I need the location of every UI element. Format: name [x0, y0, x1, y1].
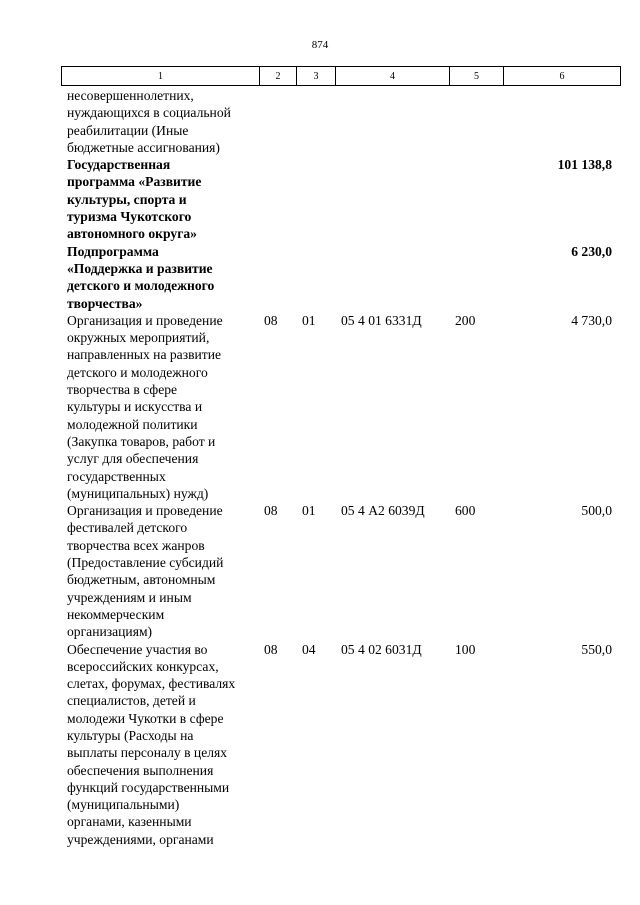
- row-description-line: органами, казенными: [67, 814, 192, 830]
- row-description-line: программа «Развитие: [67, 174, 202, 190]
- row-description-line: нуждающихся в социальной: [67, 105, 231, 121]
- row-description-line: всероссийских конкурсах,: [67, 658, 219, 674]
- row-description-line: культуры и искусства и: [67, 399, 203, 415]
- row-description-line: детского и молодежного: [67, 364, 208, 380]
- column-header-2: 2: [260, 67, 297, 86]
- row-description-line: реабилитации (Иные: [67, 122, 189, 138]
- row-description-line: фестивалей детского: [67, 520, 188, 536]
- section-code: 08: [264, 641, 278, 657]
- row-description-line: специалистов, детей и: [67, 693, 196, 709]
- row-description-line: Организация и проведение: [67, 312, 223, 328]
- row-description-line: организациям): [67, 624, 153, 640]
- row-description-line: культуры (Расходы на: [67, 727, 194, 743]
- page-number: 874: [311, 39, 329, 51]
- expense-type-code: 600: [455, 503, 476, 519]
- column-header-5: 5: [450, 67, 504, 86]
- row-description-line: творчества»: [67, 295, 143, 311]
- row-description-line: Подпрограмма: [67, 243, 159, 259]
- row-description-line: «Поддержка и развитие: [67, 260, 213, 276]
- row-description-line: культуры, спорта и: [67, 191, 187, 207]
- row-description-line: автономного округа»: [67, 226, 197, 242]
- row-description-line: бюджетные ассигнования): [67, 139, 220, 155]
- section-code: 08: [264, 312, 278, 328]
- row-description-line: (Закупка товаров, работ и: [67, 433, 216, 449]
- row-description-line: учреждениям и иным: [67, 589, 192, 605]
- row-description-line: творчества в сфере: [67, 382, 178, 398]
- amount: 101 138,8: [557, 157, 612, 173]
- row-description-line: (муниципальными): [67, 797, 180, 813]
- column-header-1: 1: [62, 67, 260, 86]
- target-article-code: 05 4 А2 6039Д: [341, 503, 425, 519]
- amount: 6 230,0: [571, 243, 612, 259]
- row-description-line: детского и молодежного: [67, 278, 215, 294]
- column-header-table: [61, 66, 621, 86]
- row-description: [67, 87, 640, 156]
- target-article-code: 05 4 02 6031Д: [341, 641, 422, 657]
- subsection-code: 04: [302, 641, 316, 657]
- column-header-4: 4: [336, 67, 450, 86]
- amount: 550,0: [581, 641, 612, 657]
- table-row: [0, 312, 640, 502]
- row-description-line: слетах, форумах, фестивалях: [67, 676, 236, 692]
- column-header-6: 6: [504, 67, 621, 86]
- section-code: 08: [264, 503, 278, 519]
- expense-type-code: 200: [455, 312, 476, 328]
- row-description-line: бюджетным, автономным: [67, 572, 216, 588]
- row-description-line: направленных на развитие: [67, 347, 222, 363]
- table-row: [0, 156, 640, 242]
- row-description: [67, 156, 640, 242]
- row-description-line: учреждениями, органами: [67, 831, 214, 847]
- row-description-line: выплаты персоналу в целях: [67, 745, 228, 761]
- row-description-line: обеспечения выполнения: [67, 762, 214, 778]
- row-description-line: молодежи Чукотки в сфере: [67, 710, 224, 726]
- row-description: [67, 243, 640, 312]
- expense-type-code: 100: [455, 641, 476, 657]
- table-row: [0, 641, 640, 849]
- row-description-line: туризма Чукотского: [67, 209, 192, 225]
- column-header-row: [62, 67, 621, 86]
- row-description-line: государственных: [67, 468, 166, 484]
- subsection-code: 01: [302, 312, 316, 328]
- target-article-code: 05 4 01 6331Д: [341, 312, 422, 328]
- row-description-line: (Предоставление субсидий: [67, 555, 224, 571]
- row-description-line: Государственная: [67, 157, 171, 173]
- subsection-code: 01: [302, 503, 316, 519]
- row-description-line: творчества всех жанров: [67, 537, 205, 553]
- table-row: [0, 502, 640, 640]
- row-description-line: молодежной политики: [67, 416, 198, 432]
- row-description-line: функций государственными: [67, 779, 230, 795]
- budget-table-body: [0, 87, 640, 848]
- row-description: [67, 312, 640, 502]
- row-description-line: услуг для обеспечения: [67, 451, 199, 467]
- row-description-line: Обеспечение участия во: [67, 641, 208, 657]
- row-description-line: некоммерческим: [67, 606, 165, 622]
- row-description-line: окружных мероприятий,: [67, 330, 210, 346]
- row-description-line: несовершеннолетних,: [67, 88, 194, 103]
- row-description-line: Организация и проведение: [67, 503, 223, 519]
- amount: 500,0: [581, 503, 612, 519]
- column-header-3: 3: [297, 67, 336, 86]
- row-description: [67, 641, 640, 849]
- row-description: [67, 502, 640, 640]
- table-row: [0, 243, 640, 312]
- amount: 4 730,0: [571, 312, 612, 328]
- table-row: [0, 87, 640, 156]
- row-description-line: (муниципальных) нужд): [67, 485, 209, 501]
